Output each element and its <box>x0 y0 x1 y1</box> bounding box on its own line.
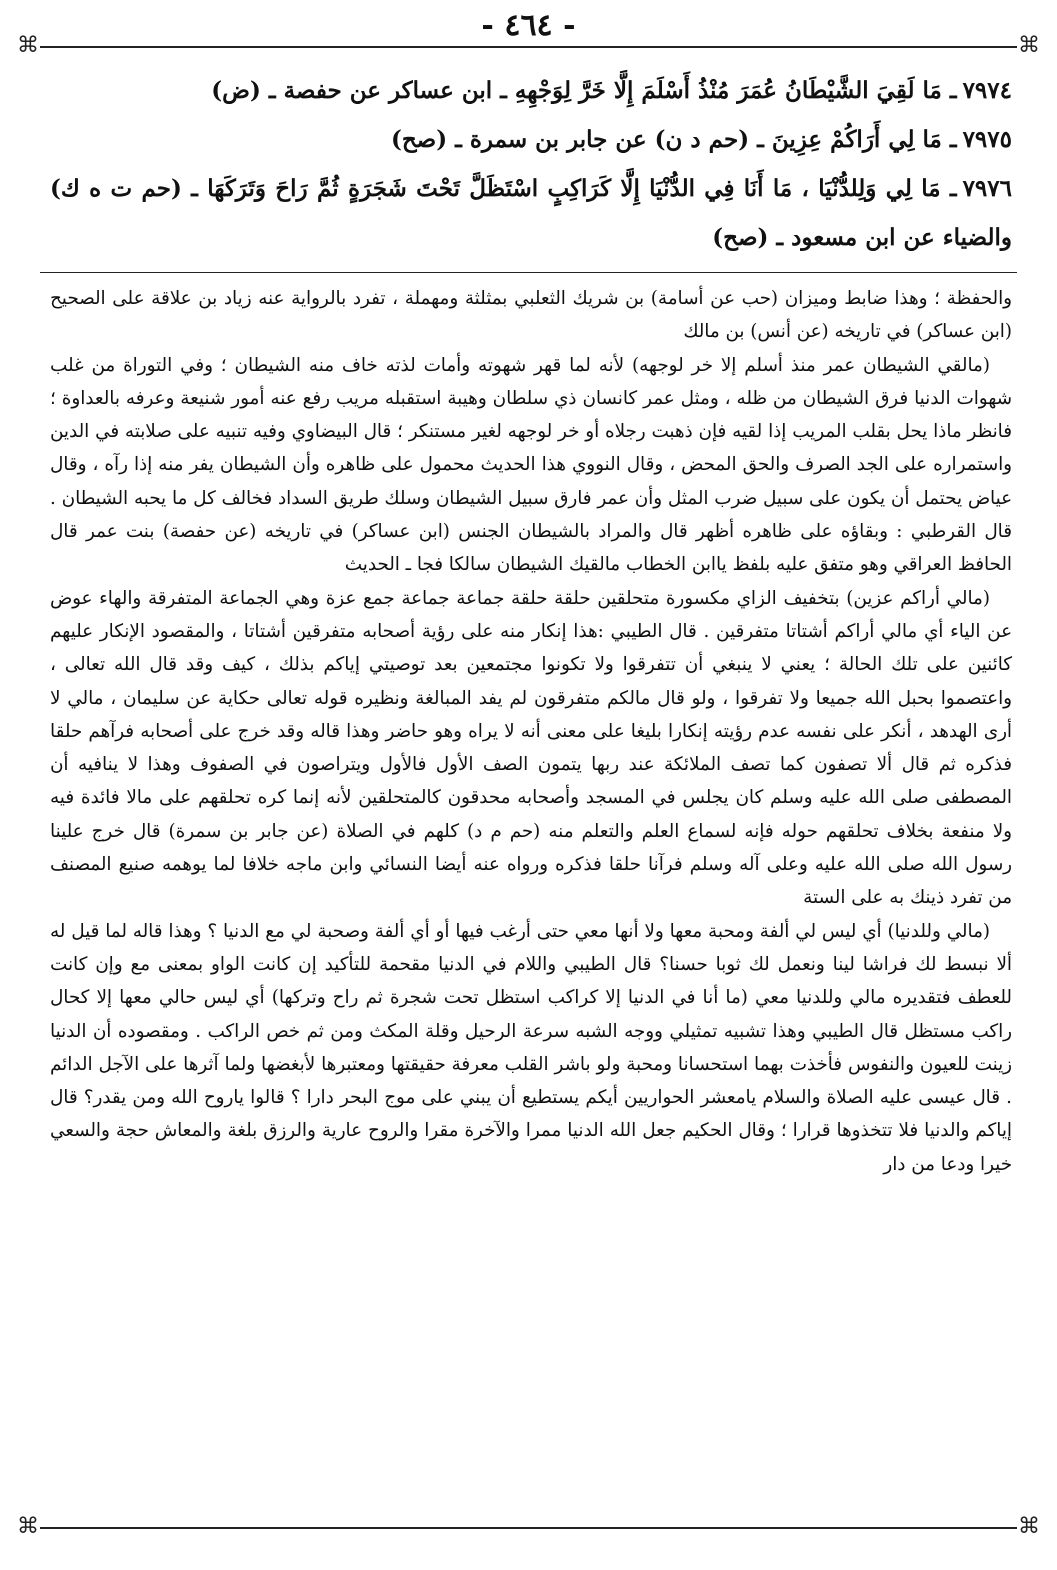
bottom-border-rule <box>40 1527 1017 1529</box>
commentary-paragraph: (مالي أراكم عزين) بتخفيف الزاي مكسورة متحلقين حلقة حلقة جماعة جماعة جمع عزة وهي الجماعة المتفرقة والهاء عوض عن الياء أي مالي أراكم أشتاتا متفرقين . قال الطيبي :هذا إنكار منه على رؤية أصحابه متفرقين أشتاتا ، والمقصود الإنكار عليهم كائنين على تلك الحالة ؛ يعني لا ينبغي أن تتفرقوا ولا تكونوا مجتمعين بعد توصيتي إياكم بذلك ، كيف وقد قال الله تعالى ، واعتصموا بحبل الله جميعا ولا تفرقوا ، ولو قال مالكم متفرقون لم يفد المبالغة ونظيره قوله تعالى حكاية عن سليمان ، مالي لا أرى الهدهد ، أنكر على نفسه عدم رؤيته إنكارا بليغا على معنى أنه لا يراه وهو حاضر وهذا قاله وقد خرج على أصحابه فرآهم حلقا فذكره ثم قال ألا تصفون كما تصف الملائكة عند ربها يتمون الصف الأول فالأول ويتراصون في الصفوف وهذا لا ينافيه أن المصطفى صلى الله عليه وسلم كان يجلس في المسجد وأصحابه محدقون كالمتحلقين لأنه إنما كره تحلقهم على مالا فائدة فيه ولا منفعة بخلاف تحلقهم حوله فإنه لسماع العلم والتعلم منه (حم م د) كلهم في الصلاة (عن جابر بن سمرة) قال خرج علينا رسول الله صلى الله عليه وعلى آله وسلم فرآنا حلقا فذكره ورواه عنه أيضا النسائي وابن ماجه خلافا لما يوهمه صنيع المصنف من تفرد ذينك به على الستة <box>50 587 1012 909</box>
hadith-number: ٧٩٧٥ <box>962 126 1012 153</box>
corner-ornament-icon: ⌘ <box>1018 1514 1040 1539</box>
hadith-entry <box>50 115 1012 164</box>
corner-ornament-icon: ⌘ <box>17 1514 39 1539</box>
hadith-number: ٧٩٧٦ <box>962 175 1012 202</box>
section-divider <box>40 272 1017 273</box>
top-border-rule <box>40 46 1017 48</box>
hadith-text: ـ مَا لَقِيَ الشَّيْطَانُ عُمَرَ مُنْذُ أَسْلَمَ إِلَّا خَرَّ لِوَجْهِهِ ـ ابن عساكر عن حفصة ـ (ض) <box>211 77 957 104</box>
hadith-text: ـ مَا لِي وَلِلدُّنْيَا ، مَا أَنَا فِي الدُّنْيَا إِلَّا كَرَاكِبٍ اسْتَظَلَّ تَحْتَ شَجَرَةٍ ثُمَّ رَاحَ وَتَرَكَهَا ـ (حم ت ه ك) والضياء عن ابن مسعود ـ (صح) <box>50 175 1012 251</box>
hadith-entry <box>50 66 1012 115</box>
commentary-paragraph: (مالقي الشيطان عمر منذ أسلم إلا خر لوجهه) لأنه لما قهر شهوته وأمات لذته خاف منه الشيطان ؛ وفي التوراة من غلب شهوات الدنيا فرق الشيطان من ظله ، ومثل عمر كانسان ذي سلطان وهيبة استقبله مريب رفع عنه أمور شنيعة وعرفه بالعداوة ؛ فانظر ماذا يحل بقلب المريب إذا لقيه فإن ذهبت رجلاه أو خر لوجهه لغير مستنكر ؛ قال البيضاوي وفيه تنبيه على صلابته في الدين واستمراره على الجد الصرف والحق المحض ، وقال النووي هذا الحديث محمول على ظاهره وأن الشيطان يفر منه إذا رآه ، وقال عياض يحتمل أن يكون على سبيل ضرب المثل وأن عمر فارق سبيل الشيطان وسلك طريق السداد فخالف كل ما يحبه الشيطان . قال القرطبي : وبقاؤه على ظاهره أظهر قال والمراد بالشيطان الجنس (ابن عساكر) في تاريخه (عن حفصة) بنت عمر قال الحافظ العراقي وهو متفق عليه بلفظ ياابن الخطاب مالقيك الشيطان سالكا فجا ـ الحديث <box>50 354 1012 576</box>
corner-ornament-icon: ⌘ <box>1018 33 1040 58</box>
commentary-paragraph: (مالي وللدنيا) أي ليس لي ألفة ومحبة معها ولا أنها معي حتى أرغب فيها أو أي ألفة وصحبة لي مع الدنيا ؟ وهذا قاله لما قيل له ألا نبسط لك فراشا لينا ونعمل لك ثوبا حسنا؟ قال الطيبي واللام في الدنيا مقحمة للتأكيد إن كانت الواو بمعنى مع وإن كانت للعطف فتقديره مالي وللدنيا معي (ما أنا في الدنيا إلا كراكب استظل تحت شجرة ثم راح وتركها) أي ليس حالي معها إلا كحال راكب مستظل قال الطيبي وهذا تشبيه تمثيلي ووجه الشبه سرعة الرحيل وقلة المكث ومن ثم خص الراكب . ومقصوده أن الدنيا زينت للعيون والنفوس فأخذت بهما استحسانا ومحبة ولو باشر القلب معرفة حقيقتها ومعتبرها لأبغضها ولما آثرها على الآجل الدائم . قال عيسى عليه الصلاة والسلام يامعشر الحواريين أيكم يستطيع أن يبني على موج البحر دارا ؟ قالوا ياروح الله ومن يقدر؟ قال إياكم والدنيا فلا تتخذوها قرارا ؛ وقال الحكيم جعل الله الدنيا ممرا والآخرة مقرا والروح عارية والرزق بلغة والمعاش حجة والسعي خيرا ودعا من دار <box>50 920 1012 1175</box>
hadith-number: ٧٩٧٤ <box>962 77 1012 104</box>
corner-ornament-icon: ⌘ <box>17 33 39 58</box>
hadith-list <box>50 66 1012 262</box>
hadith-text: ـ مَا لِي أَرَاكُمْ عِزِينَ ـ (حم د ن) عن جابر بن سمرة ـ (صح) <box>390 126 957 153</box>
commentary-section <box>50 282 1012 1181</box>
commentary-paragraph: والحفظة ؛ وهذا ضابط وميزان (حب عن أسامة) بن شريك الثعلبي بمثلثة ومهملة ، تفرد بالرواية عنه زياد بن علاقة على الصحيح (ابن عساكر) في تاريخه (عن أنس) بن مالك <box>50 288 1012 343</box>
hadith-entry <box>50 164 1012 262</box>
page-number: - ٤٦٤ - <box>481 8 576 43</box>
